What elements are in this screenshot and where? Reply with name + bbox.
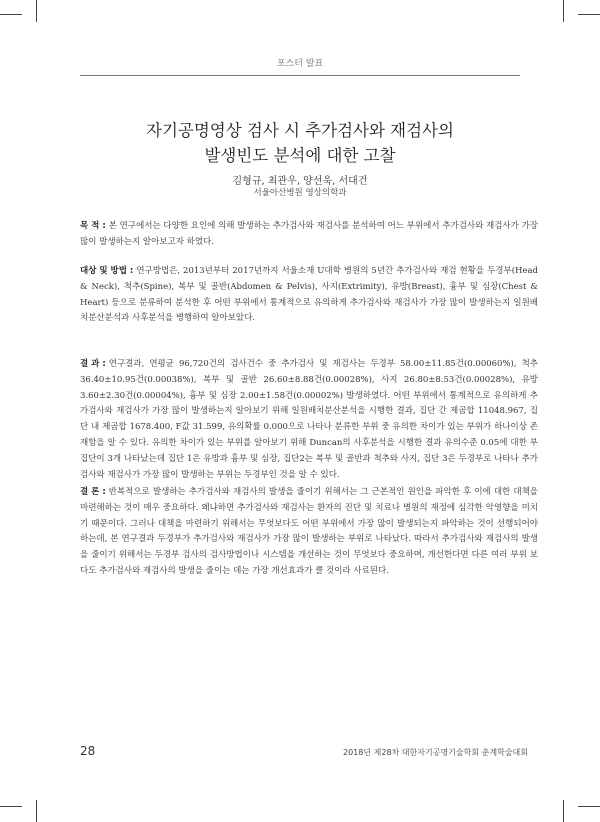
crop-mark-bottom-right-v bbox=[563, 800, 564, 822]
section-methods bbox=[80, 264, 538, 327]
crop-mark-bottom-left-v bbox=[36, 800, 37, 822]
section-conclusion-label: 결 론 : bbox=[80, 487, 106, 497]
crop-mark-top-left-v bbox=[36, 0, 37, 22]
crop-mark-bottom-right-h bbox=[578, 806, 600, 807]
page-number: 28 bbox=[80, 744, 96, 758]
section-methods-text: 연구방법은, 2013년부터 2017년까지 서울소재 U대학 병원의 5년간 추가검사와 재검 현황을 두경부(Head & Neck), 척추(Spine), 복부 및 골반(Abdomen & Pelvis), 사지(Extrimity), 유방(Breast), 흉부 및 심장(Chest & Heart) 등으로 분류하여 분석한 후 어떤 부위에서 통계적으로 유의하게 추가검사와 재검사가 가장 많이 발생하는지 일원배치분산분석과 사후분석을 병행하여 알아보았다. bbox=[80, 266, 538, 324]
crop-mark-bottom-left-h bbox=[0, 806, 22, 807]
section-results-label: 결 과 : bbox=[80, 359, 106, 369]
section-conclusion-text: 반복적으로 발생하는 추가검사와 재검사의 발생을 줄이기 위해서는 그 근본적인 원인을 파악한 후 이에 대한 대책을 마련해하는 것이 매우 중요하다. 왜냐하면 추가검사와 재검사는 환자의 진단 및 치료나 병원의 재정에 심각한 악영향을 미치기 때문이다. 그러나 대책을 마련하기 위해서는 무엇보다도 어떤 부위에서 가장 많이 발생되는지 파악하는 것이 선행되어야 하는데, 본 연구결과 두경부가 추가검사와 재검사가 가장 많이 발생하는 부위로 나타났다. 따라서 추가검사와 재검사의 발생을 줄이기 위해서는 두경부 검사의 검사방법이나 시스템을 개선하는 것이 무엇보다 중요하며, 개선한다면 다른 여러 부위 보다도 추가검사와 재검사의 발생을 줄이는 데는 가장 개선효과가 클 것이라 사료된다. bbox=[80, 487, 538, 576]
paper-title-line-1: 자기공명영상 검사 시 추가검사와 재검사의 bbox=[146, 121, 454, 140]
running-header: 포스터 발표 bbox=[276, 59, 324, 69]
header-divider bbox=[80, 75, 520, 76]
paper-title bbox=[0, 118, 600, 168]
section-conclusion bbox=[80, 485, 538, 580]
footer-conference: 2018년 제28차 대한자기공명기술학회 춘계학술대회 bbox=[343, 748, 528, 757]
section-results-text: 연구결과, 연평균 96,720건의 검사건수 중 추가검사 및 재검사는 두경부 58.00±11.85건(0.00060%), 척추 36.40±10.95건(0.00038%), 복부 및 골반 26.60±8.88건(0.00028%), 사지 26.80±8.53건(0.00028%), 유방 3.60±2.30건(0.00004%), 흉부 및 심장 2.00±1.58건(0.00002%) 발생하였다. 어떤 부위에서 통계적으로 유의하게 추가검사와 재검사가 가장 많이 발생하는지 알아보기 위해 일원배치분산분석을 시행한 결과, 집단 간 제곱합 11048.967, 집단 내 제곱합 1678.400, F값 31.599, 유의확률 0.000으로 나타나 분류한 부위 중 유의한 차이가 있는 부위가 하나이상 존재함을 알 수 있다. 유의한 차이가 있는 부위를 알아보기 위해 Duncan의 사후분석을 시행한 결과 유의수준 0.05에 대한 부집단이 3개 나타났는데 집단 1은 유방과 흉부 및 심장, 집단2는 복부 및 골반과 척추와 사지, 집단 3은 두경부로 나타나 추가검사와 재검사가 가장 많이 발생하는 부위는 두경부인 것을 알 수 있다. bbox=[80, 359, 538, 480]
section-purpose-label: 목 적 : bbox=[80, 221, 106, 231]
crop-mark-top-right-h bbox=[578, 14, 600, 15]
section-methods-label: 대상 및 방법 : bbox=[80, 266, 134, 276]
crop-mark-top-right-v bbox=[563, 0, 564, 22]
section-results bbox=[80, 357, 538, 483]
crop-mark-top-left-h bbox=[0, 14, 22, 15]
section-purpose bbox=[80, 219, 538, 251]
section-purpose-text: 본 연구에서는 다양한 요인에 의해 발생하는 추가검사와 재검사를 분석하여 어느 부위에서 추가검사와 재검사가 가장 많이 발생하는지 알아보고자 하였다. bbox=[80, 221, 539, 247]
author-list: 김형규, 최관우, 양선욱, 서대건 bbox=[232, 176, 368, 187]
paper-title-line-2: 발생빈도 분석에 대한 고찰 bbox=[204, 146, 396, 165]
affiliation: 서울아산병원 영상의학과 bbox=[253, 188, 347, 198]
